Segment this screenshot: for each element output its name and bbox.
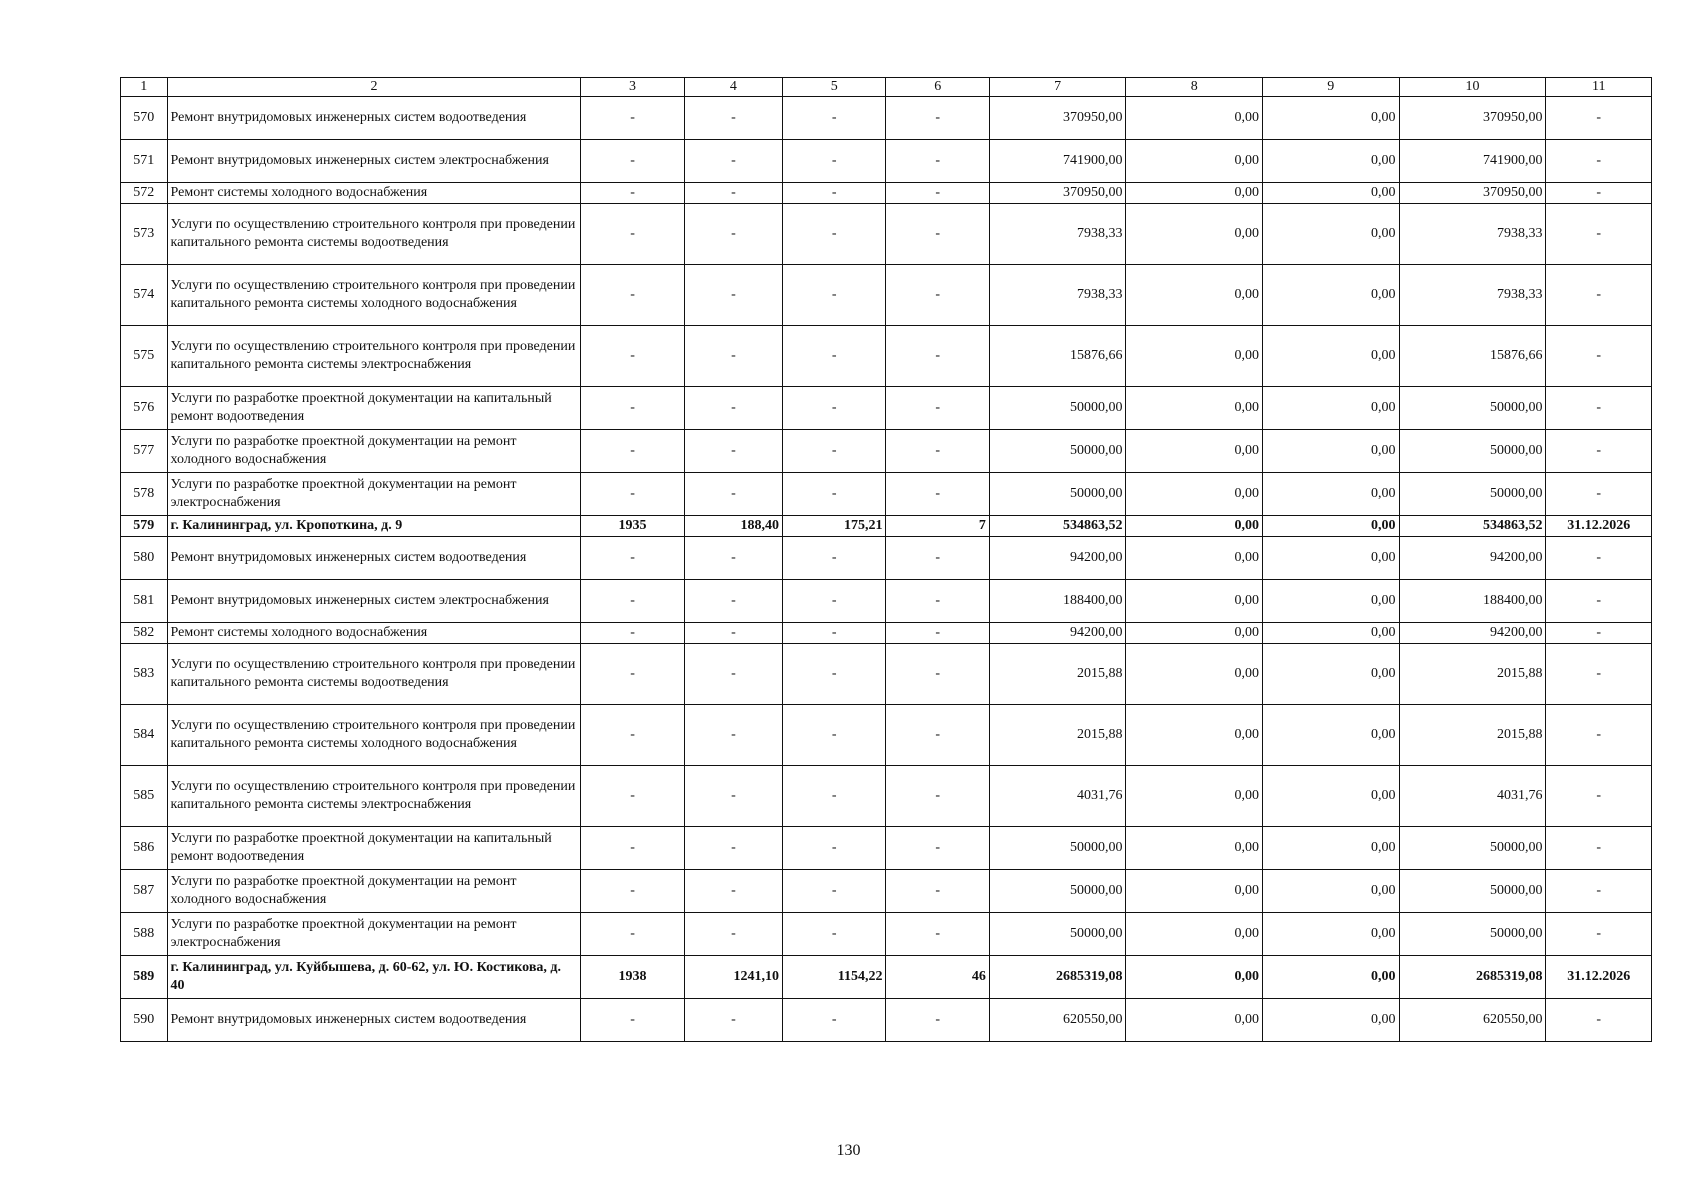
table-row <box>121 766 1652 827</box>
cell-total-cost: 7938,33 <box>989 265 1126 326</box>
cell-total-cost: 50000,00 <box>989 430 1126 473</box>
cell-col-5: - <box>783 580 886 623</box>
cell-col-9: 0,00 <box>1263 913 1400 956</box>
cell-total-cost: 370950,00 <box>989 97 1126 140</box>
cell-col-6: - <box>886 387 989 430</box>
cell-year: - <box>581 97 684 140</box>
cell-col-6: - <box>886 913 989 956</box>
cell-col-9: 0,00 <box>1263 140 1400 183</box>
column-header: 2 <box>167 78 581 97</box>
cell-total-cost: 50000,00 <box>989 913 1126 956</box>
row-number: 589 <box>121 956 168 999</box>
cell-col-6: - <box>886 766 989 827</box>
row-number: 572 <box>121 183 168 204</box>
cell-col-5: - <box>783 326 886 387</box>
cell-total-cost: 94200,00 <box>989 537 1126 580</box>
cell-col-5: - <box>783 870 886 913</box>
cell-col-6: - <box>886 705 989 766</box>
cell-deadline: - <box>1546 913 1652 956</box>
cell-year: - <box>581 204 684 265</box>
cell-col-9: 0,00 <box>1263 827 1400 870</box>
cell-col-9: 0,00 <box>1263 326 1400 387</box>
cell-total-cost: 2015,88 <box>989 705 1126 766</box>
work-name: Услуги по разработке проектной документации на ремонт холодного водоснабжения <box>167 430 581 473</box>
cell-total-cost: 370950,00 <box>989 183 1126 204</box>
cell-col-6: - <box>886 473 989 516</box>
cell-deadline: - <box>1546 705 1652 766</box>
row-number: 576 <box>121 387 168 430</box>
column-header: 7 <box>989 78 1126 97</box>
cell-total-cost: 50000,00 <box>989 827 1126 870</box>
row-number: 587 <box>121 870 168 913</box>
cell-col-8: 0,00 <box>1126 870 1263 913</box>
table-row <box>121 183 1652 204</box>
cell-deadline: - <box>1546 140 1652 183</box>
cell-total-cost: 50000,00 <box>989 473 1126 516</box>
cell-year: - <box>581 870 684 913</box>
column-header: 1 <box>121 78 168 97</box>
cell-col-5: 175,21 <box>783 516 886 537</box>
cell-col-8: 0,00 <box>1126 473 1263 516</box>
row-number: 588 <box>121 913 168 956</box>
work-name: Ремонт внутридомовых инженерных систем электроснабжения <box>167 140 581 183</box>
row-number: 570 <box>121 97 168 140</box>
table-row <box>121 870 1652 913</box>
work-name: Услуги по осуществлению строительного контроля при проведении капитального ремонта системы холодного водоснабжения <box>167 705 581 766</box>
cell-col-9: 0,00 <box>1263 644 1400 705</box>
cell-col-5: - <box>783 644 886 705</box>
cell-col-10: 50000,00 <box>1399 870 1546 913</box>
row-number: 577 <box>121 430 168 473</box>
cell-year: - <box>581 537 684 580</box>
cell-col-5: - <box>783 183 886 204</box>
table-row <box>121 623 1652 644</box>
cell-col-10: 370950,00 <box>1399 183 1546 204</box>
cell-col-4: - <box>684 870 782 913</box>
cell-year: - <box>581 387 684 430</box>
cell-col-4: 188,40 <box>684 516 782 537</box>
cell-year: - <box>581 766 684 827</box>
cell-col-4: - <box>684 999 782 1042</box>
cell-col-9: 0,00 <box>1263 870 1400 913</box>
cell-total-cost: 2685319,08 <box>989 956 1126 999</box>
cell-col-5: - <box>783 387 886 430</box>
cell-col-5: - <box>783 999 886 1042</box>
cell-col-4: - <box>684 913 782 956</box>
column-header: 5 <box>783 78 886 97</box>
cell-col-8: 0,00 <box>1126 580 1263 623</box>
capital-repair-table <box>120 77 1652 1042</box>
cell-deadline: - <box>1546 265 1652 326</box>
cell-col-6: 46 <box>886 956 989 999</box>
cell-col-9: 0,00 <box>1263 537 1400 580</box>
column-header: 3 <box>581 78 684 97</box>
cell-col-4: 1241,10 <box>684 956 782 999</box>
row-number: 575 <box>121 326 168 387</box>
cell-col-5: - <box>783 473 886 516</box>
cell-col-10: 94200,00 <box>1399 623 1546 644</box>
row-number: 582 <box>121 623 168 644</box>
cell-col-5: - <box>783 430 886 473</box>
cell-col-6: - <box>886 999 989 1042</box>
cell-col-4: - <box>684 387 782 430</box>
work-name: Услуги по разработке проектной документации на ремонт электроснабжения <box>167 473 581 516</box>
cell-col-4: - <box>684 827 782 870</box>
cell-col-4: - <box>684 97 782 140</box>
cell-col-9: 0,00 <box>1263 705 1400 766</box>
cell-deadline: - <box>1546 870 1652 913</box>
table-row <box>121 705 1652 766</box>
row-number: 581 <box>121 580 168 623</box>
table-row <box>121 827 1652 870</box>
cell-col-8: 0,00 <box>1126 644 1263 705</box>
cell-col-10: 188400,00 <box>1399 580 1546 623</box>
cell-year: - <box>581 999 684 1042</box>
cell-col-10: 7938,33 <box>1399 204 1546 265</box>
cell-col-9: 0,00 <box>1263 516 1400 537</box>
cell-col-8: 0,00 <box>1126 265 1263 326</box>
cell-col-6: - <box>886 97 989 140</box>
cell-deadline: - <box>1546 204 1652 265</box>
row-number: 574 <box>121 265 168 326</box>
cell-total-cost: 94200,00 <box>989 623 1126 644</box>
cell-year: - <box>581 623 684 644</box>
cell-col-4: - <box>684 644 782 705</box>
row-number: 578 <box>121 473 168 516</box>
work-name: Услуги по осуществлению строительного контроля при проведении капитального ремонта системы электроснабжения <box>167 766 581 827</box>
work-name: г. Калининград, ул. Кропоткина, д. 9 <box>167 516 581 537</box>
cell-col-4: - <box>684 204 782 265</box>
row-number: 571 <box>121 140 168 183</box>
cell-col-4: - <box>684 326 782 387</box>
cell-col-5: - <box>783 537 886 580</box>
table-row <box>121 265 1652 326</box>
cell-col-5: 1154,22 <box>783 956 886 999</box>
cell-col-5: - <box>783 827 886 870</box>
cell-year: - <box>581 140 684 183</box>
cell-total-cost: 50000,00 <box>989 387 1126 430</box>
cell-col-8: 0,00 <box>1126 827 1263 870</box>
work-name: Ремонт внутридомовых инженерных систем водоотведения <box>167 97 581 140</box>
cell-col-6: - <box>886 430 989 473</box>
cell-total-cost: 15876,66 <box>989 326 1126 387</box>
cell-col-9: 0,00 <box>1263 430 1400 473</box>
cell-col-10: 620550,00 <box>1399 999 1546 1042</box>
cell-deadline: - <box>1546 97 1652 140</box>
table-row <box>121 204 1652 265</box>
cell-col-10: 50000,00 <box>1399 913 1546 956</box>
cell-col-10: 50000,00 <box>1399 473 1546 516</box>
column-header: 4 <box>684 78 782 97</box>
row-number: 585 <box>121 766 168 827</box>
cell-col-9: 0,00 <box>1263 97 1400 140</box>
row-number: 584 <box>121 705 168 766</box>
cell-deadline: - <box>1546 623 1652 644</box>
cell-col-6: - <box>886 140 989 183</box>
cell-col-4: - <box>684 766 782 827</box>
cell-year: 1935 <box>581 516 684 537</box>
cell-year: - <box>581 913 684 956</box>
cell-col-8: 0,00 <box>1126 623 1263 644</box>
row-number: 590 <box>121 999 168 1042</box>
cell-col-8: 0,00 <box>1126 183 1263 204</box>
cell-col-8: 0,00 <box>1126 999 1263 1042</box>
cell-col-10: 2685319,08 <box>1399 956 1546 999</box>
work-name: Ремонт внутридомовых инженерных систем электроснабжения <box>167 580 581 623</box>
work-name: Услуги по осуществлению строительного контроля при проведении капитального ремонта системы водоотведения <box>167 204 581 265</box>
work-name: Услуги по разработке проектной документации на капитальный ремонт водоотведения <box>167 827 581 870</box>
table-row <box>121 913 1652 956</box>
cell-deadline: - <box>1546 387 1652 430</box>
cell-col-4: - <box>684 473 782 516</box>
cell-col-9: 0,00 <box>1263 623 1400 644</box>
table-row <box>121 97 1652 140</box>
cell-deadline: - <box>1546 644 1652 705</box>
cell-year: - <box>581 265 684 326</box>
cell-deadline: - <box>1546 326 1652 387</box>
cell-col-10: 50000,00 <box>1399 387 1546 430</box>
table-row <box>121 956 1652 999</box>
cell-col-10: 94200,00 <box>1399 537 1546 580</box>
cell-year: - <box>581 326 684 387</box>
column-header: 8 <box>1126 78 1263 97</box>
cell-total-cost: 534863,52 <box>989 516 1126 537</box>
cell-total-cost: 2015,88 <box>989 644 1126 705</box>
cell-col-10: 370950,00 <box>1399 97 1546 140</box>
cell-col-6: - <box>886 537 989 580</box>
cell-col-9: 0,00 <box>1263 956 1400 999</box>
cell-col-4: - <box>684 430 782 473</box>
cell-deadline: - <box>1546 537 1652 580</box>
cell-col-10: 50000,00 <box>1399 827 1546 870</box>
work-name: г. Калининград, ул. Куйбышева, д. 60-62, ул. Ю. Костикова, д. 40 <box>167 956 581 999</box>
cell-year: - <box>581 430 684 473</box>
cell-col-4: - <box>684 537 782 580</box>
cell-col-8: 0,00 <box>1126 387 1263 430</box>
cell-total-cost: 741900,00 <box>989 140 1126 183</box>
cell-col-5: - <box>783 204 886 265</box>
cell-col-9: 0,00 <box>1263 766 1400 827</box>
cell-col-10: 534863,52 <box>1399 516 1546 537</box>
cell-col-10: 7938,33 <box>1399 265 1546 326</box>
cell-col-8: 0,00 <box>1126 204 1263 265</box>
cell-col-6: - <box>886 580 989 623</box>
cell-col-8: 0,00 <box>1126 140 1263 183</box>
cell-col-4: - <box>684 623 782 644</box>
cell-col-8: 0,00 <box>1126 913 1263 956</box>
cell-col-8: 0,00 <box>1126 956 1263 999</box>
cell-col-5: - <box>783 913 886 956</box>
work-name: Услуги по разработке проектной документации на ремонт холодного водоснабжения <box>167 870 581 913</box>
cell-col-8: 0,00 <box>1126 326 1263 387</box>
cell-year: - <box>581 827 684 870</box>
cell-deadline: - <box>1546 999 1652 1042</box>
row-number: 573 <box>121 204 168 265</box>
work-name: Ремонт внутридомовых инженерных систем водоотведения <box>167 537 581 580</box>
cell-total-cost: 620550,00 <box>989 999 1126 1042</box>
cell-col-8: 0,00 <box>1126 430 1263 473</box>
cell-year: - <box>581 580 684 623</box>
cell-year: 1938 <box>581 956 684 999</box>
work-name: Услуги по разработке проектной документации на капитальный ремонт водоотведения <box>167 387 581 430</box>
work-name: Услуги по осуществлению строительного контроля при проведении капитального ремонта системы электроснабжения <box>167 326 581 387</box>
cell-deadline: - <box>1546 183 1652 204</box>
cell-col-9: 0,00 <box>1263 999 1400 1042</box>
table-row <box>121 644 1652 705</box>
cell-col-9: 0,00 <box>1263 265 1400 326</box>
table-row <box>121 473 1652 516</box>
work-name: Услуги по осуществлению строительного контроля при проведении капитального ремонта системы холодного водоснабжения <box>167 265 581 326</box>
column-header: 10 <box>1399 78 1546 97</box>
cell-col-5: - <box>783 265 886 326</box>
cell-col-10: 741900,00 <box>1399 140 1546 183</box>
cell-col-10: 15876,66 <box>1399 326 1546 387</box>
cell-col-9: 0,00 <box>1263 183 1400 204</box>
cell-total-cost: 4031,76 <box>989 766 1126 827</box>
cell-col-4: - <box>684 580 782 623</box>
table-row <box>121 430 1652 473</box>
cell-col-8: 0,00 <box>1126 516 1263 537</box>
row-number: 586 <box>121 827 168 870</box>
work-name: Ремонт системы холодного водоснабжения <box>167 183 581 204</box>
cell-col-9: 0,00 <box>1263 580 1400 623</box>
cell-col-4: - <box>684 140 782 183</box>
table-row <box>121 516 1652 537</box>
table-row <box>121 387 1652 430</box>
cell-col-6: - <box>886 265 989 326</box>
cell-total-cost: 7938,33 <box>989 204 1126 265</box>
cell-total-cost: 50000,00 <box>989 870 1126 913</box>
table-row <box>121 999 1652 1042</box>
cell-col-4: - <box>684 705 782 766</box>
work-name: Услуги по осуществлению строительного контроля при проведении капитального ремонта системы водоотведения <box>167 644 581 705</box>
cell-year: - <box>581 644 684 705</box>
cell-col-6: - <box>886 623 989 644</box>
cell-col-6: 7 <box>886 516 989 537</box>
cell-deadline: - <box>1546 766 1652 827</box>
cell-col-10: 2015,88 <box>1399 705 1546 766</box>
cell-col-5: - <box>783 140 886 183</box>
cell-col-6: - <box>886 326 989 387</box>
cell-col-5: - <box>783 766 886 827</box>
cell-col-8: 0,00 <box>1126 766 1263 827</box>
cell-year: - <box>581 183 684 204</box>
cell-col-6: - <box>886 870 989 913</box>
row-number: 579 <box>121 516 168 537</box>
column-header: 9 <box>1263 78 1400 97</box>
row-number: 583 <box>121 644 168 705</box>
cell-col-8: 0,00 <box>1126 537 1263 580</box>
cell-col-4: - <box>684 265 782 326</box>
cell-col-5: - <box>783 97 886 140</box>
cell-col-10: 2015,88 <box>1399 644 1546 705</box>
cell-col-5: - <box>783 623 886 644</box>
cell-deadline: 31.12.2026 <box>1546 956 1652 999</box>
cell-col-9: 0,00 <box>1263 387 1400 430</box>
cell-deadline: 31.12.2026 <box>1546 516 1652 537</box>
cell-col-10: 50000,00 <box>1399 430 1546 473</box>
cell-col-6: - <box>886 827 989 870</box>
cell-col-6: - <box>886 644 989 705</box>
cell-deadline: - <box>1546 580 1652 623</box>
cell-col-4: - <box>684 183 782 204</box>
cell-deadline: - <box>1546 430 1652 473</box>
cell-col-6: - <box>886 183 989 204</box>
column-header: 6 <box>886 78 989 97</box>
column-header: 11 <box>1546 78 1652 97</box>
cell-col-6: - <box>886 204 989 265</box>
cell-col-10: 4031,76 <box>1399 766 1546 827</box>
cell-total-cost: 188400,00 <box>989 580 1126 623</box>
cell-col-9: 0,00 <box>1263 204 1400 265</box>
cell-deadline: - <box>1546 827 1652 870</box>
table-row <box>121 326 1652 387</box>
work-name: Ремонт системы холодного водоснабжения <box>167 623 581 644</box>
work-name: Ремонт внутридомовых инженерных систем водоотведения <box>167 999 581 1042</box>
page-number: 130 <box>836 1142 861 1159</box>
table-row <box>121 580 1652 623</box>
table-row <box>121 537 1652 580</box>
cell-col-9: 0,00 <box>1263 473 1400 516</box>
cell-col-8: 0,00 <box>1126 97 1263 140</box>
cell-deadline: - <box>1546 473 1652 516</box>
work-name: Услуги по разработке проектной документации на ремонт электроснабжения <box>167 913 581 956</box>
row-number: 580 <box>121 537 168 580</box>
cell-year: - <box>581 705 684 766</box>
table-row <box>121 140 1652 183</box>
cell-year: - <box>581 473 684 516</box>
cell-col-5: - <box>783 705 886 766</box>
cell-col-8: 0,00 <box>1126 705 1263 766</box>
column-number-row <box>121 78 1652 97</box>
